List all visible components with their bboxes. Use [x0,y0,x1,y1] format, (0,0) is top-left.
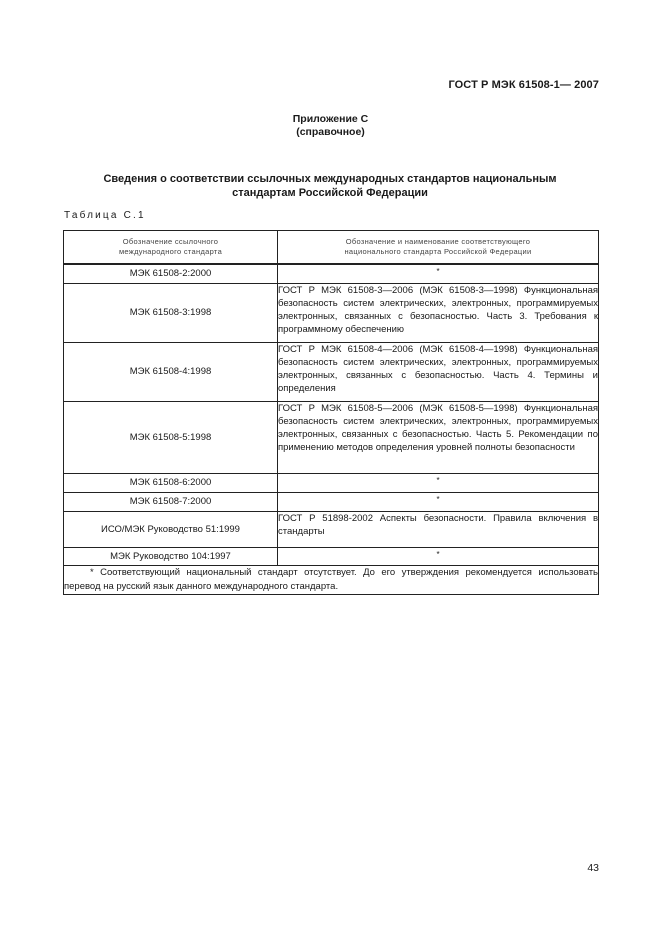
table-row [64,342,599,401]
table-body [64,264,599,594]
page-number: 43 [587,862,599,874]
table-header-row [64,231,599,265]
reference-cell: МЭК Руководство 104:1997 [64,547,278,565]
reference-cell: МЭК 61508-3:1998 [64,283,278,342]
national-cell [278,473,599,492]
reference-cell: МЭК 61508-5:1998 [64,401,278,473]
footnote-row [64,565,599,594]
asterisk-mark: * [436,495,440,504]
appendix-subtitle: (справочное) [296,126,365,138]
asterisk-mark: * [436,267,440,277]
national-cell [278,492,599,511]
reference-cell: МЭК 61508-6:2000 [64,473,278,492]
table-footnote: * Соответствующий национальный стандарт отсутствует. До его утверждения рекомендуется использовать перевод на русский язык данного международного стандарта. [64,565,599,594]
national-cell: ГОСТ Р МЭК 61508-3—2006 (МЭК 61508-3—1998) Функциональная безопасность систем электрических, электронных, программируемых электронных, связанных с безопасностью. Часть 3. Требования к программному обеспечению [278,283,599,342]
national-cell: ГОСТ Р МЭК 61508-5—2006 (МЭК 61508-5—1998) Функциональная безопасность систем электрических, электронных, программируемых электронных, связанных с безопасностью. Часть 5. Рекомендации по применению методов определения уровней полноты безопасности [278,401,599,473]
table-row [64,511,599,547]
header-reference-standard: Обозначение ссылочного международного стандарта [64,231,278,265]
reference-cell: МЭК 61508-4:1998 [64,342,278,401]
table-row [64,492,599,511]
asterisk-mark: * [436,549,440,559]
document-title: Сведения о соответствии ссылочных международных стандартов национальным стандартам Российской Федерации [103,173,557,199]
document-code: ГОСТ Р МЭК 61508-1— 2007 [448,79,599,91]
standards-table [63,230,599,595]
national-cell [278,264,599,283]
reference-cell: МЭК 61508-2:2000 [64,264,278,283]
table-row [64,401,599,473]
national-cell [278,547,599,565]
asterisk-mark: * [436,476,440,485]
table-row [64,264,599,283]
reference-cell: ИСО/МЭК Руководство 51:1999 [64,511,278,547]
table-row [64,283,599,342]
national-cell: ГОСТ Р 51898-2002 Аспекты безопасности. Правила включения в стандарты [278,511,599,547]
appendix-heading [0,113,661,139]
national-cell: ГОСТ Р МЭК 61508-4—2006 (МЭК 61508-4—1998) Функциональная безопасность систем электрических, электронных, программируемых электронных, связанных с безопасностью. Часть 4. Термины и определения [278,342,599,401]
table-caption: Таблица С.1 [64,210,146,221]
table-row [64,547,599,565]
header-national-standard: Обозначение и наименование соответствующего национального стандарта Российской Федерации [278,231,599,265]
reference-cell: МЭК 61508-7:2000 [64,492,278,511]
appendix-title: Приложение С [292,113,369,125]
table-row [64,473,599,492]
